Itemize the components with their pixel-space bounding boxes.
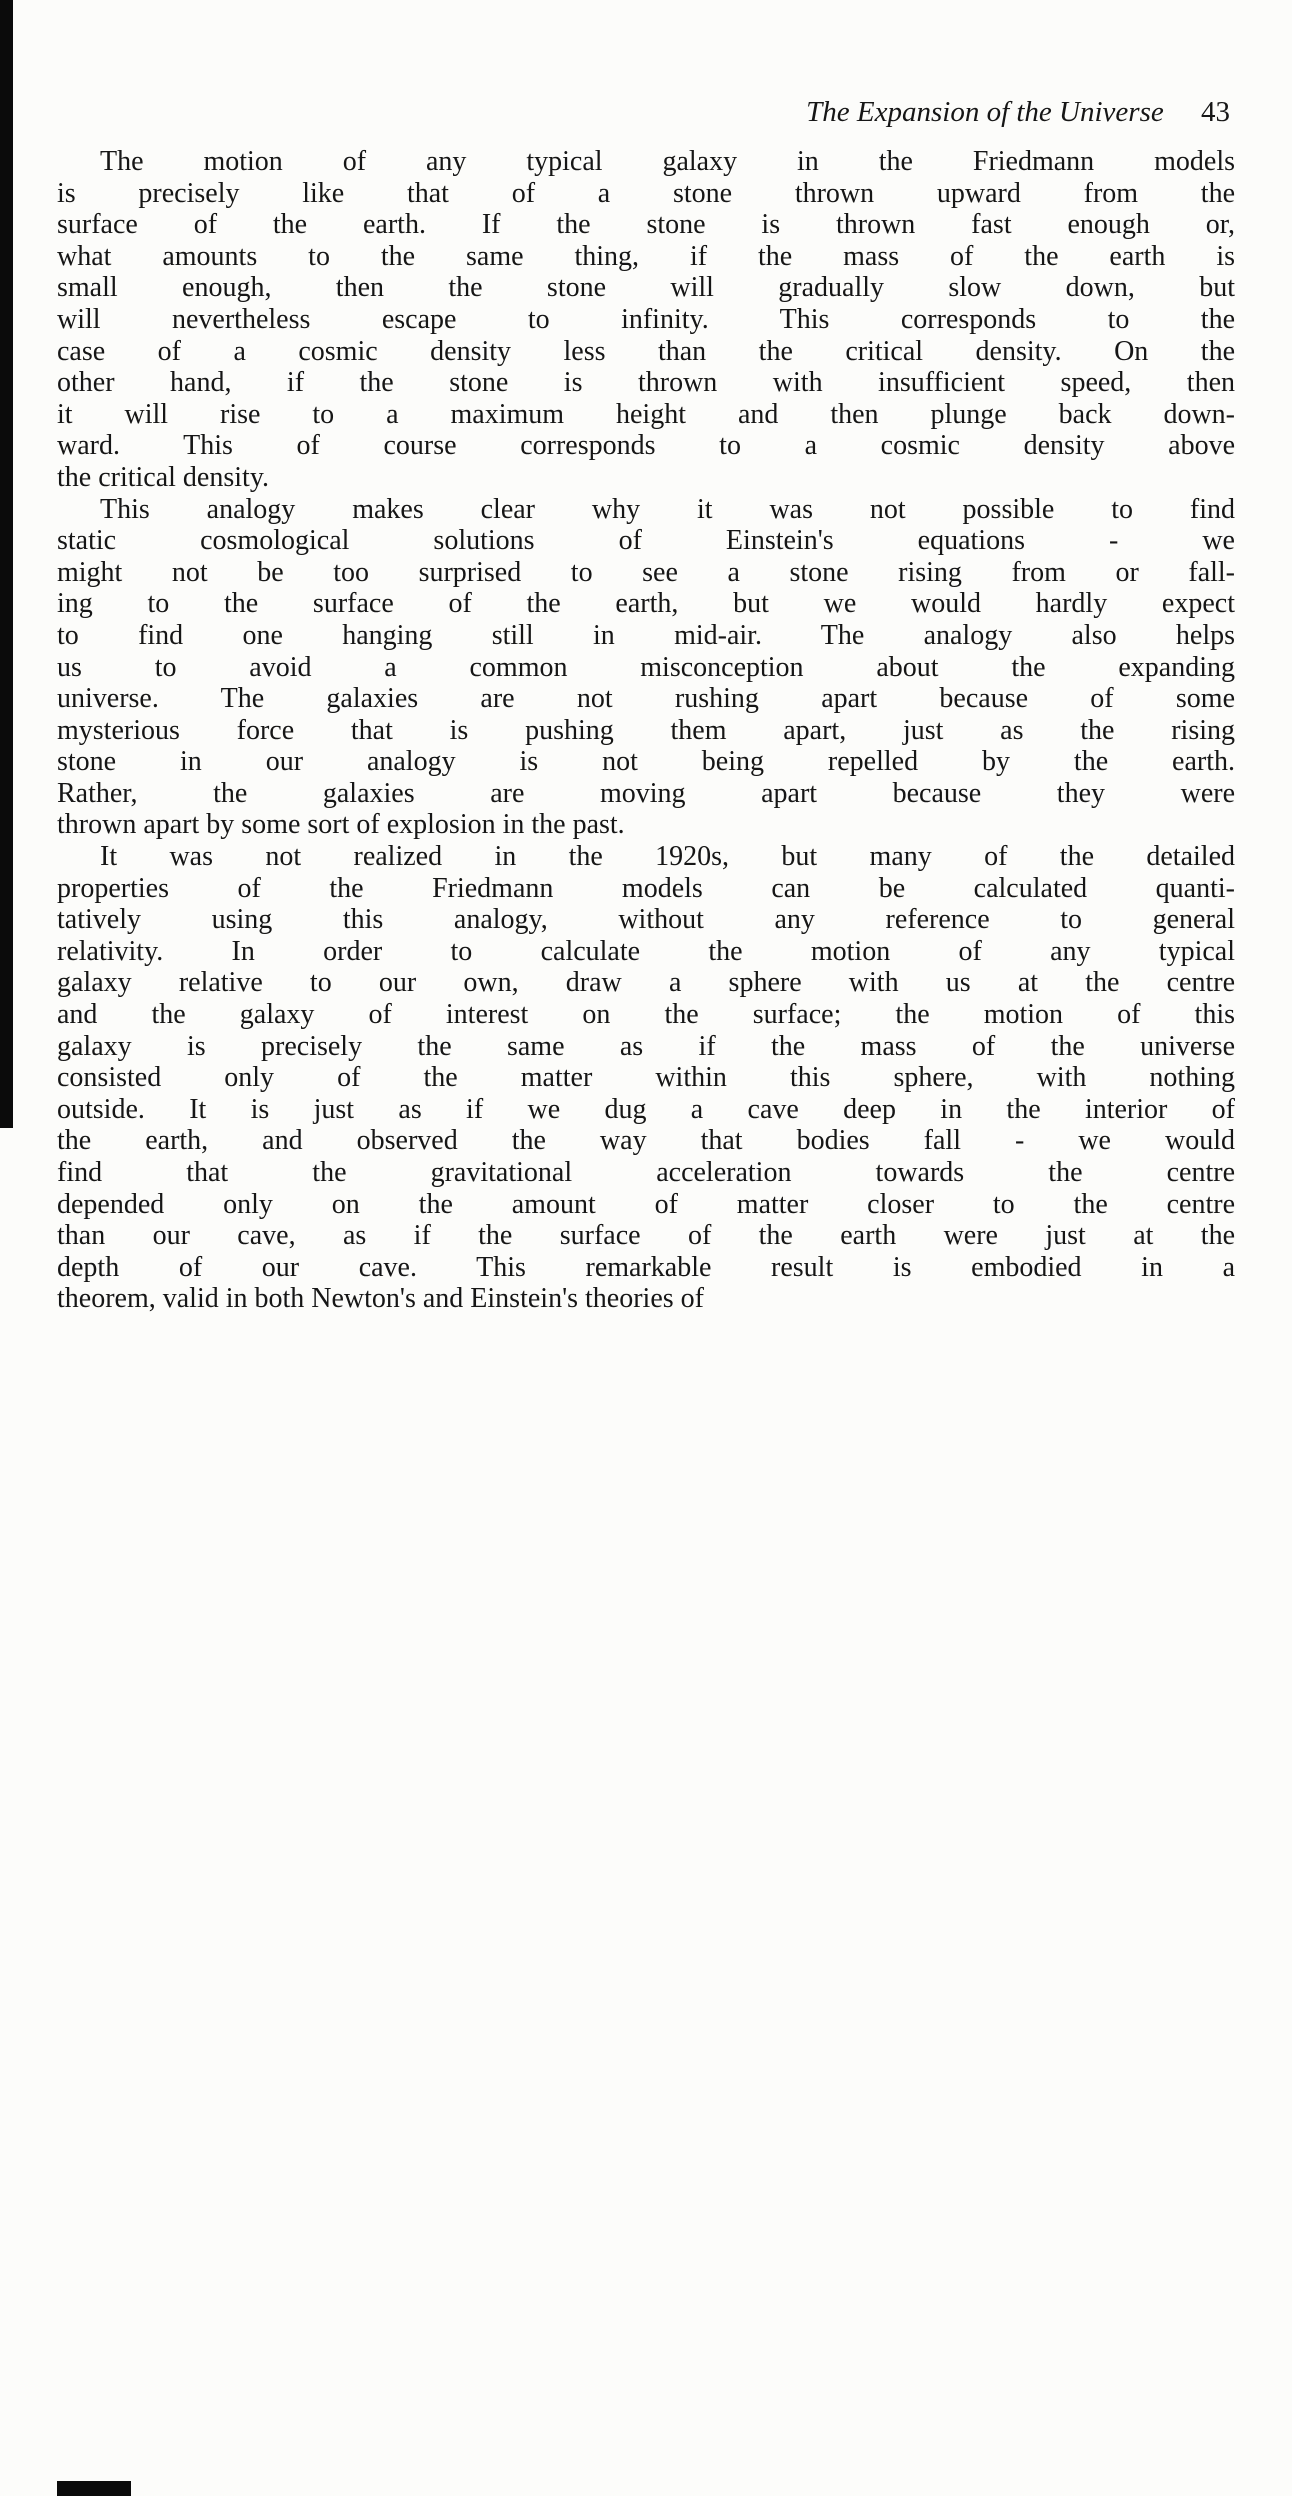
- text-line: the critical density.: [57, 461, 269, 493]
- text-line: Rather, the galaxies are moving apart because they were: [57, 777, 1235, 809]
- text-line: other hand, if the stone is thrown with insufficient speed, then: [57, 367, 1235, 399]
- running-head: [57, 96, 1230, 128]
- text-line: small enough, then the stone will gradually slow down, but: [57, 272, 1235, 304]
- text-line: It was not realized in the 1920s, but many of the detailed: [100, 841, 1235, 873]
- text-line: This analogy makes clear why it was not possible to find: [100, 493, 1235, 525]
- paragraph: [57, 841, 1235, 1315]
- text-line: will nevertheless escape to infinity. This corresponds to the: [57, 303, 1235, 335]
- scan-artifact-left-bar: [0, 0, 13, 1128]
- text-line: and the galaxy of interest on the surface; the motion of this: [57, 999, 1235, 1031]
- paragraph: [57, 146, 1235, 494]
- text-line: outside. It is just as if we dug a cave deep in the interior of: [57, 1093, 1235, 1125]
- text-line: us to avoid a common misconception about the expanding: [57, 651, 1235, 683]
- text-line: The motion of any typical galaxy in the Friedmann models: [100, 146, 1235, 177]
- text-line: find that the gravitational acceleration towards the centre: [57, 1157, 1235, 1188]
- text-line: the earth, and observed the way that bodies fall - we would: [57, 1125, 1235, 1157]
- page-body: [57, 146, 1235, 1315]
- text-line: galaxy relative to our own, draw a sphere with us at the centre: [57, 967, 1235, 999]
- text-line: relativity. In order to calculate the motion of any typical: [57, 935, 1235, 967]
- text-line: stone in our analogy is not being repelled by the earth.: [57, 746, 1235, 778]
- text-line: static cosmological solutions of Einstein's equations - we: [57, 525, 1235, 557]
- text-line: is precisely like that of a stone thrown upward from the: [57, 177, 1235, 209]
- text-line: properties of the Friedmann models can be calculated quanti-: [57, 872, 1235, 904]
- text-line: tatively using this analogy, without any reference to general: [57, 904, 1235, 936]
- text-line: thrown apart by some sort of explosion in the past.: [57, 809, 625, 841]
- text-line: it will rise to a maximum height and then plunge back down-: [57, 398, 1235, 430]
- text-line: ward. This of course corresponds to a cosmic density above: [57, 430, 1235, 462]
- text-line: than our cave, as if the surface of the earth were just at the: [57, 1220, 1235, 1252]
- text-line: depth of our cave. This remarkable result is embodied in a: [57, 1251, 1235, 1283]
- scan-artifact-bottom-mark: [57, 2481, 131, 2496]
- text-line: to find one hanging still in mid-air. The analogy also helps: [57, 619, 1235, 651]
- text-line: depended only on the amount of matter closer to the centre: [57, 1188, 1235, 1220]
- page-number: 43: [1201, 96, 1230, 128]
- text-line: what amounts to the same thing, if the mass of the earth is: [57, 240, 1235, 272]
- paragraph: [57, 494, 1235, 842]
- text-line: ing to the surface of the earth, but we would hardly expect: [57, 588, 1235, 620]
- text-line: might not be too surprised to see a stone rising from or fall-: [57, 556, 1235, 588]
- text-line: mysterious force that is pushing them apart, just as the rising: [57, 714, 1235, 746]
- text-line: theorem, valid in both Newton's and Einstein's theories of: [57, 1283, 704, 1315]
- text-line: galaxy is precisely the same as if the mass of the universe: [57, 1030, 1235, 1062]
- text-line: consisted only of the matter within this sphere, with nothing: [57, 1062, 1235, 1094]
- text-line: surface of the earth. If the stone is thrown fast enough or,: [57, 209, 1235, 241]
- text-line: universe. The galaxies are not rushing apart because of some: [57, 683, 1235, 715]
- text-line: case of a cosmic density less than the critical density. On the: [57, 335, 1235, 367]
- running-head-title: The Expansion of the Universe: [806, 96, 1164, 128]
